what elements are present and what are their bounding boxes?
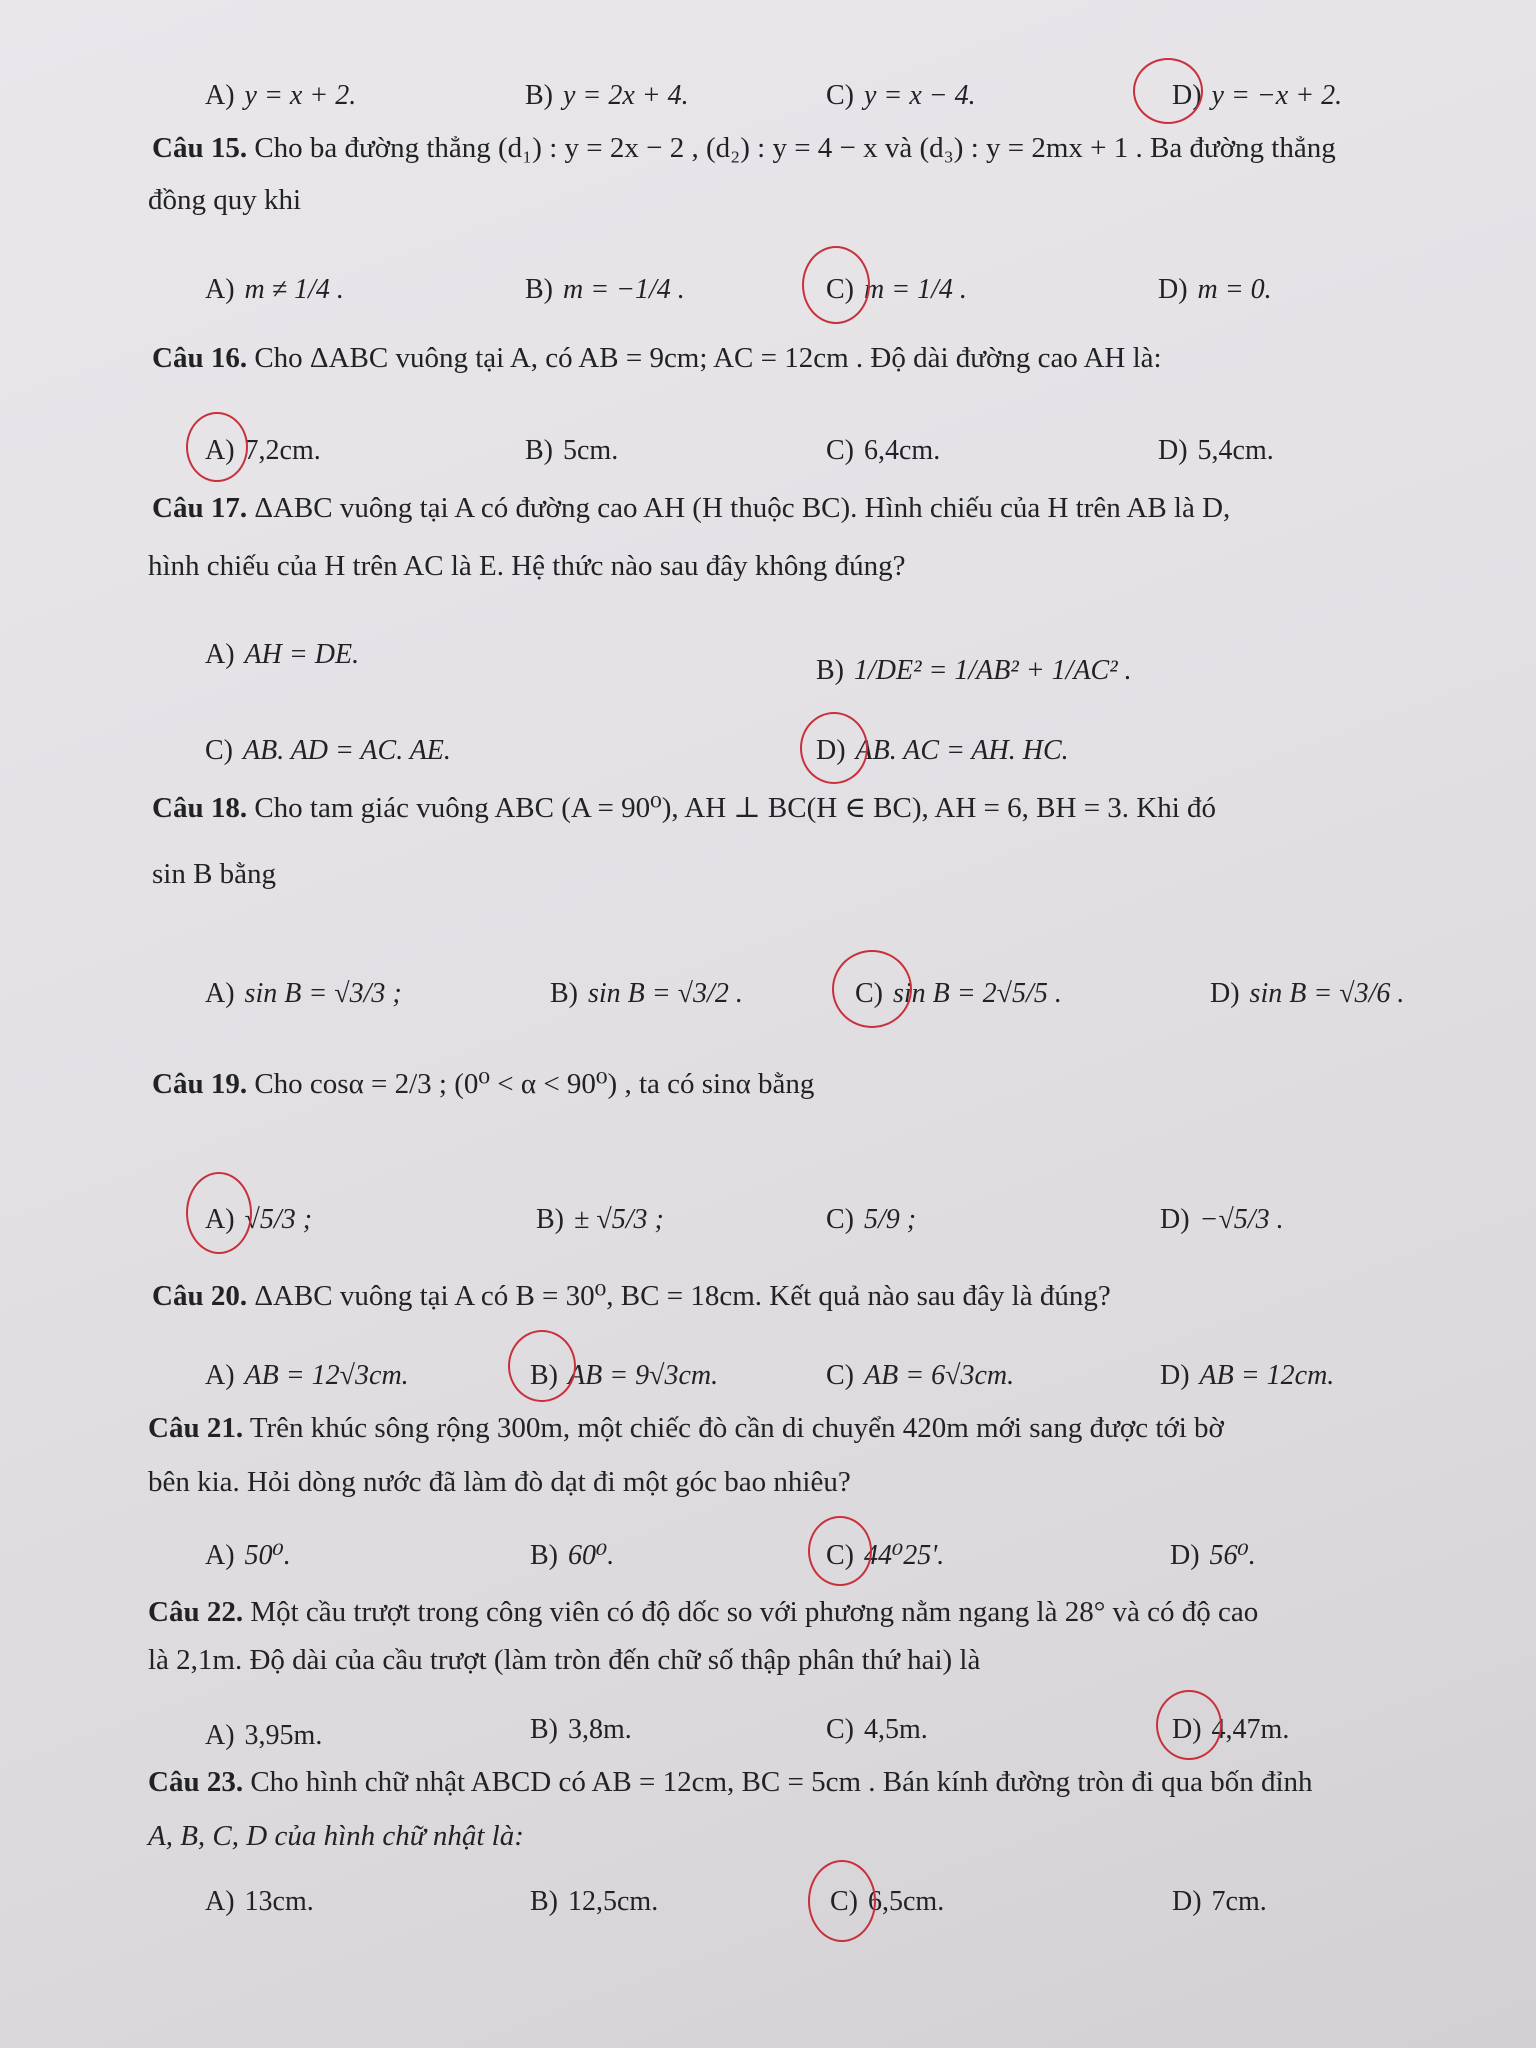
option-text: 13cm.: [244, 1886, 314, 1917]
option-letter: D): [1158, 435, 1188, 466]
option-text: 1/DE² = 1/AB² + 1/AC² .: [854, 655, 1132, 686]
option-text: AB = 6√3cm.: [864, 1360, 1015, 1391]
option-letter: D): [1158, 274, 1188, 305]
option-letter: C): [826, 435, 854, 466]
option-text: m ≠ 1/4 .: [244, 274, 344, 305]
q23-option-d[interactable]: [1172, 1888, 1267, 1916]
option-letter: D): [1210, 978, 1240, 1009]
question-text: là 2,1m. Độ dài của cầu trượt (làm tròn đến chữ số thập phân thứ hai) là: [148, 1644, 981, 1676]
q16-line1: [152, 344, 1162, 373]
q19-option-d[interactable]: [1160, 1206, 1284, 1234]
q17-option-a[interactable]: [205, 641, 359, 669]
option-text: y = 2x + 4.: [563, 80, 689, 111]
option-letter: D): [1170, 1540, 1200, 1571]
q20-option-a[interactable]: [205, 1362, 409, 1390]
q22-option-d[interactable]: [1172, 1716, 1289, 1744]
option-text: 60⁰.: [568, 1540, 615, 1571]
option-letter: B): [530, 1540, 558, 1571]
option-letter: A): [205, 1720, 235, 1751]
q22-line2: [148, 1646, 980, 1675]
q21-option-a[interactable]: [205, 1542, 291, 1570]
option-letter: B): [530, 1714, 558, 1745]
q15-option-d[interactable]: [1158, 276, 1272, 304]
q23-line2: [148, 1822, 524, 1851]
option-text: sin B = √3/3 ;: [244, 978, 402, 1009]
option-text: AB. AD = AC. AE.: [243, 735, 451, 766]
question-text: Cho hình chữ nhật ABCD có AB = 12cm, BC = 5cm . Bán kính đường tròn đi qua bốn đỉnh: [250, 1766, 1313, 1798]
option-letter: D): [1160, 1204, 1190, 1235]
question-text: đồng quy khi: [148, 184, 302, 216]
question-text: A, B, C, D của hình chữ nhật là:: [148, 1820, 524, 1852]
option-text: 7cm.: [1211, 1886, 1267, 1917]
option-letter: C): [826, 274, 854, 305]
q20-option-c[interactable]: [826, 1362, 1014, 1390]
q22-line1: [148, 1598, 1258, 1627]
option-letter: D): [1172, 1886, 1202, 1917]
option-letter: B): [550, 978, 578, 1009]
option-text: AH = DE.: [244, 639, 360, 670]
option-text: 44⁰25'.: [864, 1540, 945, 1571]
option-letter: B): [525, 80, 553, 111]
option-text: y = x − 4.: [864, 80, 976, 111]
option-letter: A): [205, 978, 235, 1009]
q21-line2: [148, 1468, 851, 1497]
option-text: ± √5/3 ;: [574, 1204, 664, 1235]
q23-option-a[interactable]: [205, 1888, 314, 1916]
q14-option-d[interactable]: [1172, 82, 1342, 110]
q19-option-b[interactable]: [536, 1206, 664, 1234]
question-text: hình chiếu của H trên AC là E. Hệ thức nào sau đây không đúng?: [148, 550, 906, 582]
option-letter: D): [1172, 80, 1202, 111]
option-letter: C): [855, 978, 883, 1009]
question-text: Cho ΔABC vuông tại A, có AB = 9cm; AC = 12cm . Độ dài đường cao AH là:: [254, 342, 1162, 374]
q17-option-d[interactable]: [816, 737, 1069, 765]
option-text: AB. AC = AH. HC.: [855, 735, 1069, 766]
q15-line1: [152, 134, 1336, 163]
question-number: Câu 20.: [152, 1280, 248, 1312]
option-text: 4,5m.: [864, 1714, 928, 1745]
option-text: √5/3 ;: [244, 1204, 313, 1235]
q15-option-b[interactable]: [525, 276, 685, 304]
question-number: Câu 22.: [148, 1596, 244, 1628]
q22-option-b[interactable]: [530, 1716, 632, 1744]
option-letter: D): [1172, 1714, 1202, 1745]
option-letter: B): [525, 435, 553, 466]
q21-line1: [148, 1414, 1224, 1443]
option-letter: B): [530, 1886, 558, 1917]
option-text: AB = 9√3cm.: [568, 1360, 719, 1391]
option-text: m = 0.: [1197, 274, 1272, 305]
option-letter: C): [830, 1886, 858, 1917]
q19-line1: [152, 1070, 814, 1099]
option-text: 12,5cm.: [568, 1886, 659, 1917]
q22-option-a[interactable]: [205, 1722, 322, 1750]
option-letter: B): [536, 1204, 564, 1235]
q22-option-c[interactable]: [826, 1716, 928, 1744]
option-text: sin B = √3/6 .: [1249, 978, 1405, 1009]
option-text: 4,47m.: [1211, 1714, 1290, 1745]
option-text: y = −x + 2.: [1211, 80, 1343, 111]
option-text: −√5/3 .: [1199, 1204, 1284, 1235]
q18-line2: [152, 860, 276, 889]
q17-option-c[interactable]: [205, 737, 451, 765]
question-number: Câu 18.: [152, 792, 248, 824]
option-letter: A): [205, 80, 235, 111]
q18-option-c[interactable]: [855, 980, 1062, 1008]
option-letter: A): [205, 639, 235, 670]
q17-line2: [148, 552, 905, 581]
option-letter: C): [205, 735, 233, 766]
option-letter: C): [826, 1360, 854, 1391]
q18-option-d[interactable]: [1210, 980, 1404, 1008]
q18-option-a[interactable]: [205, 980, 402, 1008]
question-text: Cho tam giác vuông ABC (A = 90⁰), AH ⊥ BC(H ∈ BC), AH = 6, BH = 3. Khi đó: [254, 792, 1217, 824]
question-text: Một cầu trượt trong công viên có độ dốc so với phương nằm ngang là 28° và có độ cao: [250, 1596, 1259, 1628]
option-text: 5,4cm.: [1197, 435, 1274, 466]
option-letter: C): [826, 1540, 854, 1571]
q18-line1: [152, 794, 1216, 823]
q14-option-b[interactable]: [525, 82, 689, 110]
q17-line1: [152, 494, 1230, 523]
option-text: 3,8m.: [568, 1714, 632, 1745]
q19-option-c[interactable]: [826, 1206, 916, 1234]
question-number: Câu 16.: [152, 342, 248, 374]
option-text: 3,95m.: [244, 1720, 323, 1751]
q16-option-c[interactable]: [826, 437, 940, 465]
option-letter: A): [205, 1540, 235, 1571]
question-text: Cho ba đường thẳng (d₁) : y = 2x − 2 , (d₂) : y = 4 − x và (d₃) : y = 2mx + 1 . Ba đường thẳng: [254, 132, 1336, 164]
option-text: m = −1/4 .: [563, 274, 685, 305]
q20-line1: [152, 1282, 1111, 1311]
option-letter: B): [530, 1360, 558, 1391]
q23-option-c[interactable]: [830, 1888, 944, 1916]
q15-line2: [148, 186, 301, 215]
q21-option-c[interactable]: [826, 1542, 944, 1570]
option-letter: C): [826, 1714, 854, 1745]
option-text: sin B = √3/2 .: [588, 978, 743, 1009]
option-letter: A): [205, 1204, 235, 1235]
q21-option-b[interactable]: [530, 1542, 614, 1570]
option-text: 56⁰.: [1209, 1540, 1256, 1571]
option-letter: A): [205, 1886, 235, 1917]
option-letter: D): [1160, 1360, 1190, 1391]
q19-option-a[interactable]: [205, 1206, 312, 1234]
q23-line1: [148, 1768, 1313, 1797]
option-letter: B): [525, 274, 553, 305]
q16-option-a[interactable]: [205, 437, 321, 465]
option-letter: A): [205, 435, 235, 466]
q23-option-b[interactable]: [530, 1888, 658, 1916]
option-text: AB = 12cm.: [1199, 1360, 1335, 1391]
option-text: 5cm.: [563, 435, 619, 466]
q21-option-d[interactable]: [1170, 1542, 1256, 1570]
question-text: ΔABC vuông tại A có đường cao AH (H thuộc BC). Hình chiếu của H trên AB là D,: [254, 492, 1231, 524]
q18-option-b[interactable]: [550, 980, 743, 1008]
question-text: bên kia. Hỏi dòng nước đã làm đò dạt đi một góc bao nhiêu?: [148, 1466, 851, 1498]
option-letter: A): [205, 1360, 235, 1391]
option-text: 50⁰.: [244, 1540, 291, 1571]
question-text: Trên khúc sông rộng 300m, một chiếc đò cần di chuyển 420m mới sang được tới bờ: [249, 1412, 1224, 1444]
question-number: Câu 21.: [148, 1412, 244, 1444]
option-text: 6,4cm.: [864, 435, 941, 466]
question-text: ΔABC vuông tại A có B = 30⁰, BC = 18cm. Kết quả nào sau đây là đúng?: [254, 1280, 1111, 1312]
option-text: m = 1/4 .: [864, 274, 967, 305]
option-text: sin B = 2√5/5 .: [893, 978, 1062, 1009]
option-text: 5/9 ;: [864, 1204, 917, 1235]
q20-option-b[interactable]: [530, 1362, 718, 1390]
option-letter: D): [816, 735, 846, 766]
q16-option-b[interactable]: [525, 437, 618, 465]
question-number: Câu 15.: [152, 132, 248, 164]
q14-option-c[interactable]: [826, 82, 976, 110]
option-letter: A): [205, 274, 235, 305]
option-letter: C): [826, 1204, 854, 1235]
q20-option-d[interactable]: [1160, 1362, 1334, 1390]
q16-option-d[interactable]: [1158, 437, 1274, 465]
question-text: Cho cosα = 2/3 ; (0⁰ < α < 90⁰) , ta có sinα bằng: [254, 1068, 815, 1100]
question-text: sin B bằng: [152, 858, 277, 890]
q14-option-a[interactable]: [205, 82, 356, 110]
question-number: Câu 19.: [152, 1068, 248, 1100]
option-text: y = x + 2.: [244, 80, 357, 111]
question-number: Câu 17.: [152, 492, 248, 524]
option-text: 7,2cm.: [244, 435, 321, 466]
option-text: AB = 12√3cm.: [244, 1360, 409, 1391]
option-letter: B): [816, 655, 844, 686]
q17-option-b[interactable]: [816, 657, 1132, 685]
q15-option-a[interactable]: [205, 276, 344, 304]
question-number: Câu 23.: [148, 1766, 244, 1798]
option-letter: C): [826, 80, 854, 111]
q15-option-c[interactable]: [826, 276, 967, 304]
option-text: 6,5cm.: [868, 1886, 945, 1917]
